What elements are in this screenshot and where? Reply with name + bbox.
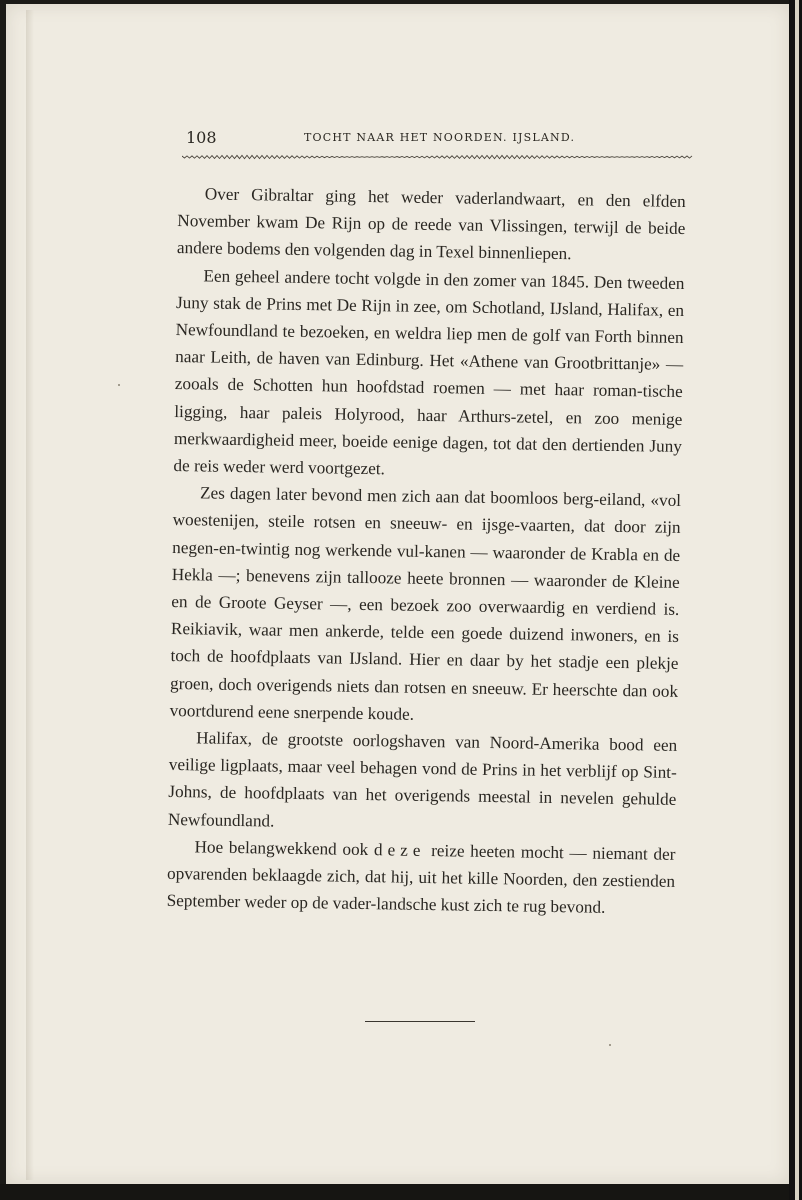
paragraph	[168, 724, 678, 841]
paragraph	[173, 262, 684, 488]
book-page	[6, 4, 789, 1184]
paragraph	[169, 479, 681, 732]
page-gutter-shadow	[26, 10, 34, 1180]
running-head-title: TOCHT NAAR HET NOORDEN. IJSLAND.	[304, 131, 576, 144]
emphasis-text: deze	[373, 840, 426, 860]
running-head	[186, 128, 606, 152]
scan-border-right	[789, 0, 802, 1200]
ornamental-wavy-rule	[182, 150, 694, 164]
scan-border-bar	[795, 0, 799, 1200]
paragraph	[166, 833, 675, 923]
paragraph-text: Halifax, de grootste oorlogshaven van Noord-Amerika bood een veilige ligplaats, maar veel behagen vond de Prins in het verblijf op Sint-Johns, de hoofdplaats van het overigends meestal in nevelen gehulde Newfoundland.	[167, 728, 678, 831]
paper-speck	[609, 1044, 611, 1046]
paragraph-text: Zes dagen later bevond men zich aan dat boomloos berg-eiland, «vol woestenijen, steile rotsen en sneeuw- en ijsge-vaarten, dat door zijn negen-en-twintig nog werkende vul-kanen — waaronder de Krabla en de Hekla —; benevens zijn tallooze heete bronnen — waaronder de Kleine en de Groote Geyser —, een bezoek zoo overwaardig en verdiend is. Reikiavik, waar men ankerde, telde een goede duizend inwoners, en is toch de hoofdplaats van IJsland. Hier en daar by het stadje een plekje groen, doch overigends niets dan rotsen en sneeuw. Er heerschte dan ook voortdurend eene snerpende koude.	[169, 483, 682, 724]
closing-rule	[365, 1021, 475, 1022]
paragraph-text: Hoe belangwekkend ook	[194, 837, 375, 860]
paper-speck	[118, 384, 120, 386]
paragraph	[177, 180, 686, 270]
body-text	[166, 180, 685, 922]
paragraph-text: reize heeten mocht — niemant der opvarenden beklaagde zich, dat hij, uit het kille Noorden, den zestienden September weder op de vader-landsche kust zich te rug bevond.	[166, 840, 676, 918]
paragraph-text: Een geheel andere tocht volgde in den zomer van 1845. Den tweeden Juny stak de Prins met De Rijn in zee, om Schotland, IJsland, Halifax, en Newfoundland te bezoeken, en weldra liep men de golf van Forth binnen naar Leith, de haven van Edinburg. Het «Athene van Grootbrittanje» — zooals de Schotten hun hoofdstad roemen — met haar roman-tische ligging, haar paleis Holyrood, haar Arthurs-zetel, en zoo menige merkwaardigheid meer, boeide eenige dagen, tot dat den dertienden Juny de reis weder werd voortgezet.	[173, 266, 685, 479]
scan-border-bottom	[0, 1184, 789, 1200]
page-number: 108	[186, 128, 217, 147]
paragraph-text: Over Gibraltar ging het weder vaderlandwaart, en den elfden November kwam De Rijn op de reede van Vlissingen, terwijl de beide andere bodems den volgenden dag in Texel binnenliepen.	[176, 184, 686, 264]
